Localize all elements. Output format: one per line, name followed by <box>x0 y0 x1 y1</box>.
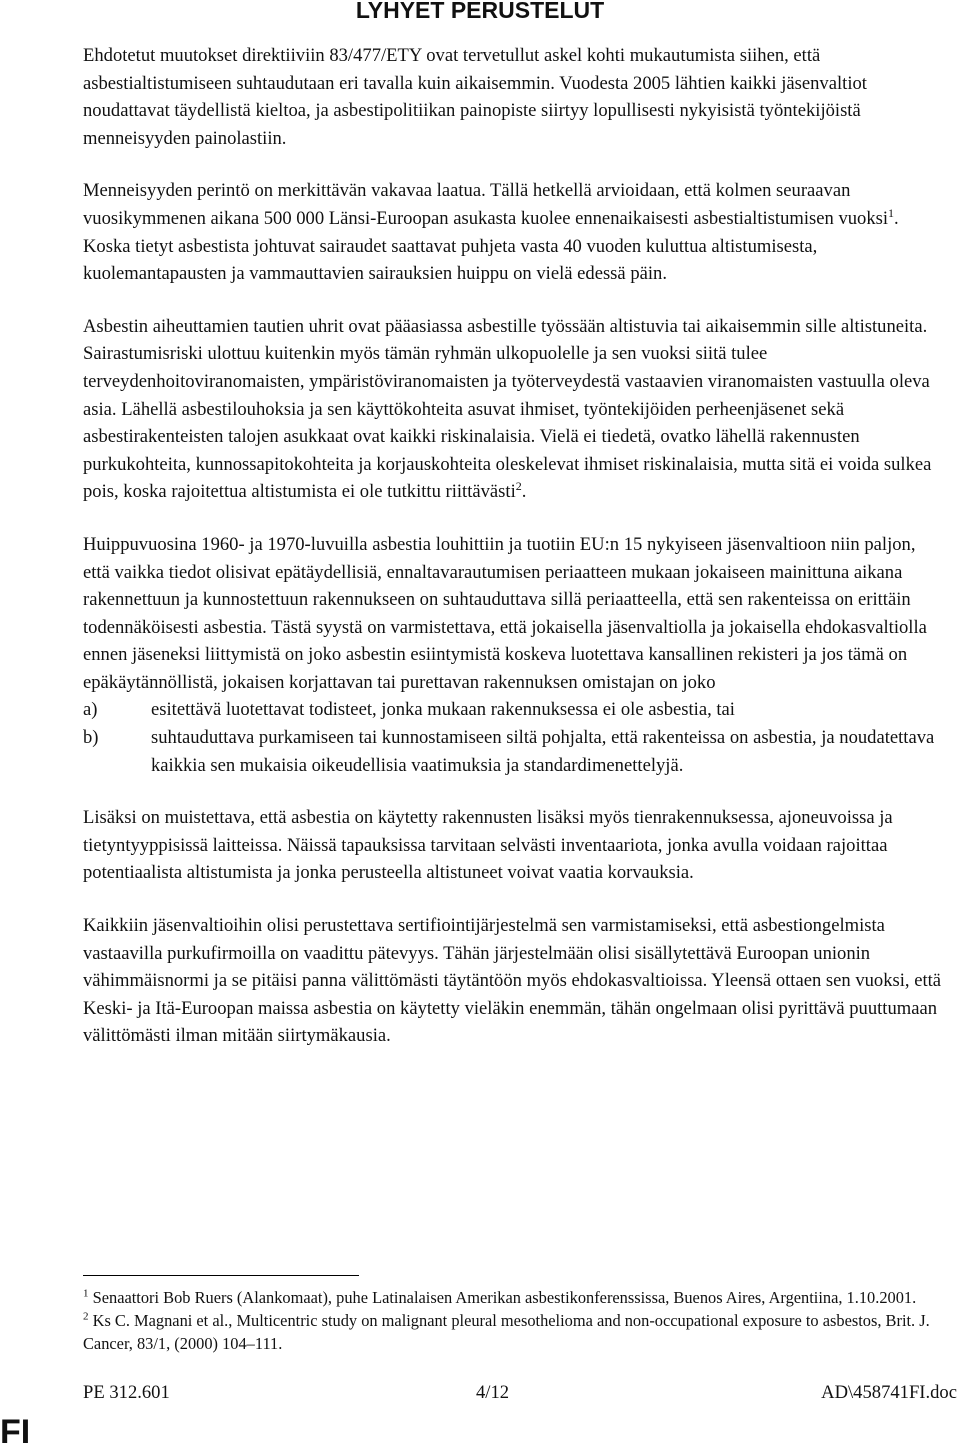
paragraph-1: Ehdotetut muutokset direktiiviin 83/477/ETY ovat tervetullut askel kohti mukautumista siihen, että asbestialtistumiseen suhtaudutaan eri tavalla kuin aikaisemmin. Vuodesta 2005 lähtien kaikki jäsenvaltiot noudattavat täydellistä kieltoa, ja asbestipolitiikan painopiste siirtyy lopullisesti nykyisistä työntekijöistä menneisyyden painolastiin. <box>83 45 867 149</box>
page-title: LYHYET PERUSTELUT <box>355 0 605 23</box>
list-marker-a: a) <box>83 699 98 721</box>
list-item-b <box>83 724 945 779</box>
paragraph-5: Lisäksi on muistettava, että asbestia on käytetty rakennusten lisäksi myös tienrakennuksessa, ajoneuvoissa ja tietyntyyppisissä laitteissa. Näissä tapauksissa tarvitaan selvästi inventaariota, jonka avulla voidaan rajoittaa potentiaalista altistumista ja jonka perusteella altistuneet voivat vaatia korvauksia. <box>83 807 893 884</box>
footnote-separator <box>83 1275 359 1276</box>
paragraph-2 <box>83 177 945 287</box>
list-text-a: esitettävä luotettavat todisteet, jonka mukaan rakennuksessa ei ole asbestia, tai <box>151 699 735 721</box>
footnotes <box>83 1287 957 1355</box>
footnote-ref-1[interactable]: 1 <box>888 205 895 220</box>
footnote-1 <box>83 1287 957 1310</box>
list-marker-b: b) <box>83 727 99 749</box>
paragraph-3 <box>83 313 945 506</box>
document-filename: AD\458741FI.doc <box>821 1382 957 1403</box>
list-item-a <box>83 696 945 724</box>
paragraph-3-text-a: Asbestin aiheuttamien tautien uhrit ovat pääasiassa asbestille työssään altistuvia tai aikaisemmin sille altistuneita. Sairastumisriski ulottuu kuitenkin myös tämän ryhmän ulkopuolelle ja sen vuoksi siitä tulee terveydenhoitoviranomaisten, ympäristöviranomaisten ja työterveydestä vastaavien viranomaisten vastuulla oleva asia. Lähellä asbestilouhoksia ja sen käyttökohteita asuvat ihmiset, työntekijöiden perheenjäsenet sekä asbestirakenteisten talojen asukkaat ovat kaikki riskinalaisia. Vielä ei tiedetä, ovatko lähellä rakennusten purkukohteita, kunnossapitokohteita ja korjauskohteita oleskelevat ihmiset riskinalaisia, mutta sitä ei voida sulkea pois, koska rajoitettua altistumista ei ole tutkittu riittävästi <box>83 315 932 503</box>
paragraph-2-text-b: . Koska tietyt asbestista johtuvat sairaudet saattavat puhjeta vasta 40 vuoden kuluttua altistumisesta, kuolemantapausten ja vammauttavien sairauksien huippu on vielä edessä päin. <box>83 207 899 285</box>
paragraph-6: Kaikkiin jäsenvaltioihin olisi perustettava sertifiointijärjestelmä sen varmistamiseksi, että asbestiongelmista vastaavilla purkufirmoilla on vaadittu pätevyys. Tähän järjestelmään olisi sisällytettävä Euroopan unionin vähimmäisnormi ja se pitäisi panna välittömästi täytäntöön myös ehdokasvaltioissa. Yleensä ottaen sen vuoksi, että Keski- ja Itä-Euroopan maissa asbestia on käytetty vieläkin enemmän, tähän ongelmaan olisi pyrittävä puuttumaan välittömästi ilman mitään siirtymäkausia. <box>83 915 942 1047</box>
footnote-ref-2[interactable]: 2 <box>515 479 522 494</box>
language-code: FI <box>0 1413 31 1451</box>
paragraph-2-text-a: Menneisyyden perintö on merkittävän vakavaa laatua. Tällä hetkellä arvioidaan, että kolmen seuraavan vuosikymmenen aikana 500 000 Länsi-Euroopan asukasta kuolee ennenaikaisesti asbestialtistumisen vuoksi <box>83 180 889 229</box>
options-list <box>83 696 945 779</box>
footnote-number-2: 2 <box>83 1310 89 1323</box>
paragraph-3-text-b: . <box>521 481 527 503</box>
document-body <box>83 42 945 1075</box>
document-reference: PE 312.601 <box>83 1382 170 1403</box>
list-text-b: suhtauduttava purkamiseen tai kunnostamiseen siltä pohjalta, että rakenteissa on asbestia, ja noudatettava kaikkia sen mukaisia oikeudellisia vaatimuksia ja standardimenettelyjä. <box>151 727 935 776</box>
footnote-2 <box>83 1310 957 1356</box>
footnote-number-1: 1 <box>83 1287 89 1300</box>
paragraph-4: Huippuvuosina 1960- ja 1970-luvuilla asbestia louhittiin ja tuotiin EU:n 15 nykyiseen jäsenvaltioon niin paljon, että vaikka tiedot olisivat epätäydellisiä, ennaltavarautumisen periaatteen mukaan jokaiseen mainittuna aikana rakennettuun ja kunnostettuun rakennukseen on suhtauduttava sillä periaatteella, että sen rakenteissa on erittäin todennäköisesti asbestia. Tästä syystä on varmistettava, että jokaisella jäsenvaltiolla ja jokaisella ehdokasvaltiolla ennen jäseneksi liittymistä on joko asbestin esiintymistä koskeva luotettava kansallinen rekisteri ja jos tämä on epäkäytännöllistä, jokaisen korjattavan tai purettavan rakennuksen omistajan on joko <box>83 533 927 693</box>
footnote-text-2: Ks C. Magnani et al., Multicentric study on malignant pleural mesothelioma and non-occupational exposure to asbestos, Brit. J. Cancer, 83/1, (2000) 104–111. <box>83 1310 930 1353</box>
page-number: 4/12 <box>476 1382 510 1403</box>
footnote-text-1: Senaattori Bob Ruers (Alankomaat), puhe Latinalaisen Amerikan asbestikonferenssissa, Buenos Aires, Argentiina, 1.10.2001. <box>92 1288 917 1307</box>
